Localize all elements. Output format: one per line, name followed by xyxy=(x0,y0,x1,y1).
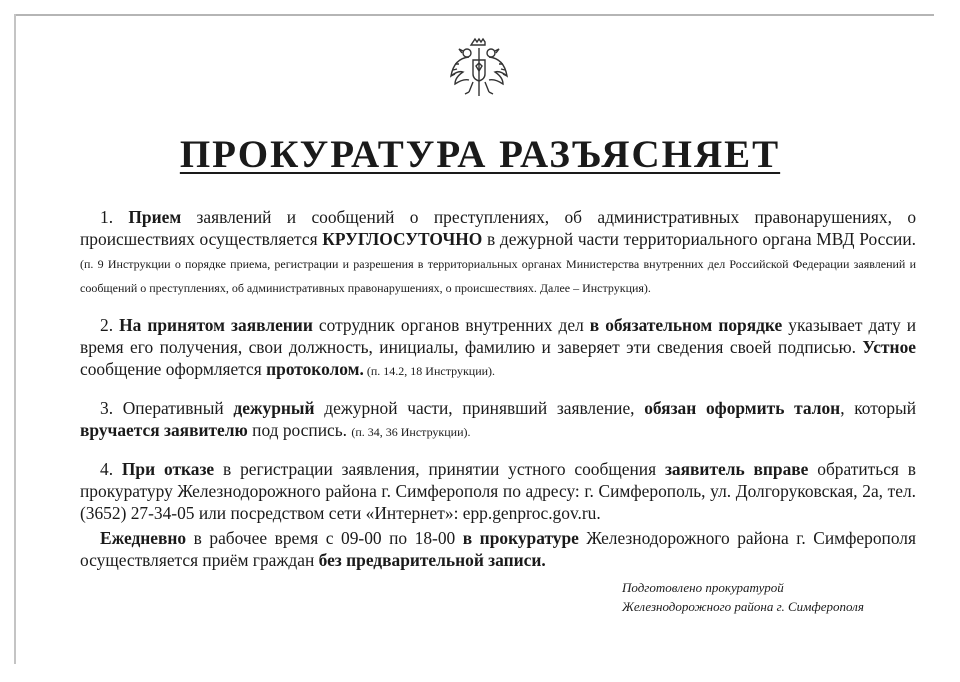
document-body xyxy=(80,206,916,586)
p5-bold-2: в прокуратуре xyxy=(462,527,579,548)
p3-text-3: под роспись. xyxy=(247,420,352,441)
p1-number: 1. xyxy=(100,207,129,227)
p4-bold-2: заявитель вправе xyxy=(664,458,809,479)
paragraph-3 xyxy=(80,397,916,444)
double-headed-eagle-emblem-icon xyxy=(447,36,511,100)
p2-text-1: сотрудник органов внутренних дел xyxy=(312,314,590,335)
p2-text-3: сообщение оформляется xyxy=(80,359,267,380)
p2-bold-4: протоколом. xyxy=(266,359,364,380)
p2-bold-3: Устное xyxy=(862,337,916,358)
signature-line-1: Подготовлено прокуратурой xyxy=(622,580,784,595)
signature-block xyxy=(622,578,864,616)
p5-bold-1: Ежедневно xyxy=(100,527,187,548)
p5-bold-3: без предварительной записи. xyxy=(318,550,546,571)
page-title: ПРОКУРАТУРА РАЗЪЯСНЯЕТ xyxy=(179,133,781,176)
p3-text-1: дежурной части, принявший заявление, xyxy=(314,397,645,418)
p3-bold-3: вручается заявителю xyxy=(80,420,248,441)
p2-text-2: указывает дату и время его получения, свои должность, инициалы, фамилию и заверяет эти сведения своей подписью. xyxy=(80,314,917,358)
p2-number: 2. xyxy=(100,314,120,335)
p5-text-2: Железнодорожного района г. Симферополя осуществляется приём граждан xyxy=(80,527,916,571)
p4-text-2: обратиться в прокуратуру Железнодорожного района г. Симферополя по адресу: г. Симферополь, ул. Долгоруковская, 2а, тел. (3652) 27-34-05 или посредством сети «Интернет»: epp.genproc.gov.ru. xyxy=(80,458,916,524)
scan-edge-left xyxy=(14,14,16,664)
p1-footnote: (п. 9 Инструкции о порядке приема, регистрации и разрешения в территориальных органах Министерства внутренних дел Российской Федерации заявлений и сообщений о преступлениях, об административных правонарушениях, о происшествиях. Далее – Инструкция). xyxy=(80,256,916,296)
p4-number: 4. xyxy=(100,458,122,479)
signature-line-2: Железнодорожного района г. Симферополя xyxy=(622,599,864,614)
p3-bold-2: обязан оформить талон xyxy=(644,397,841,418)
p1-bold-1: Прием xyxy=(128,207,182,227)
p4-bold-1: При отказе xyxy=(121,458,215,479)
p1-text-2: в дежурной части территориального органа МВД России. xyxy=(482,229,917,250)
p2-footnote: (п. 14.2, 18 Инструкции). xyxy=(363,364,496,379)
paragraph-4 xyxy=(80,458,916,525)
paragraph-5 xyxy=(80,527,916,572)
p4-text-1: в регистрации заявления, принятии устного сообщения xyxy=(214,458,665,479)
p1-text-1: заявлений и сообщений о преступлениях, об административных правонарушениях, о происшествиях осуществляется xyxy=(80,207,917,250)
p5-text-1: в рабочее время с 09-00 по 18-00 xyxy=(186,527,463,548)
p3-text-0: 3. Оперативный xyxy=(100,397,234,418)
p1-bold-2: КРУГЛОСУТОЧНО xyxy=(322,229,483,250)
paragraph-1 xyxy=(80,206,916,300)
paragraph-2 xyxy=(80,314,916,383)
scan-edge-top xyxy=(14,14,934,16)
p3-text-2: , который xyxy=(840,397,917,418)
p3-bold-1: дежурный xyxy=(233,397,315,418)
p2-bold-1: На принятом заявлении xyxy=(119,314,313,335)
p3-footnote: (п. 34, 36 Инструкции). xyxy=(351,425,471,440)
p2-bold-2: в обязательном порядке xyxy=(589,314,783,335)
